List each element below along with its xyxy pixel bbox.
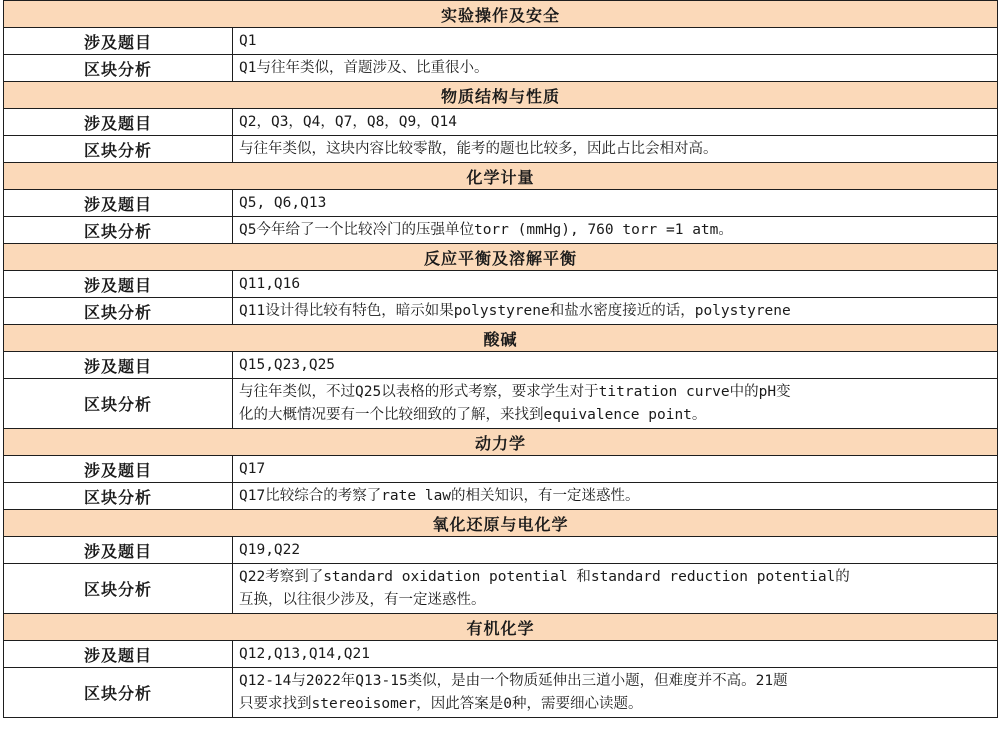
analysis-label: 区块分析 xyxy=(4,55,233,82)
analysis-value: 与往年类似，这块内容比较零散，能考的题也比较多，因此占比会相对高。 xyxy=(233,136,998,163)
section-header-row xyxy=(4,429,998,456)
section-header-row xyxy=(4,1,998,28)
section-title: 氧化还原与电化学 xyxy=(4,510,998,537)
topics-value: Q2，Q3，Q4，Q7，Q8，Q9，Q14 xyxy=(233,109,998,136)
topics-label: 涉及题目 xyxy=(4,190,233,217)
section-header-row xyxy=(4,82,998,109)
analysis-label: 区块分析 xyxy=(4,217,233,244)
analysis-value: 与往年类似，不过Q25以表格的形式考察，要求学生对于titration curve中的pH变 化的大概情况要有一个比较细致的了解，来找到equivalence point。 xyxy=(233,379,998,429)
topics-row xyxy=(4,271,998,298)
analysis-value: Q22考察到了standard oxidation potential 和standard reduction potential的 互换，以往很少涉及，有一定迷惑性。 xyxy=(233,564,998,614)
topics-row xyxy=(4,190,998,217)
topics-label: 涉及题目 xyxy=(4,641,233,668)
topics-label: 涉及题目 xyxy=(4,109,233,136)
analysis-row xyxy=(4,379,998,429)
topics-value: Q1 xyxy=(233,28,998,55)
section-title: 有机化学 xyxy=(4,614,998,641)
section-title: 动力学 xyxy=(4,429,998,456)
topics-row xyxy=(4,641,998,668)
topics-row xyxy=(4,456,998,483)
topics-row xyxy=(4,352,998,379)
analysis-value: Q11设计得比较有特色，暗示如果polystyrene和盐水密度接近的话，polystyrene xyxy=(233,298,998,325)
analysis-label: 区块分析 xyxy=(4,379,233,429)
section-title: 物质结构与性质 xyxy=(4,82,998,109)
section-title: 反应平衡及溶解平衡 xyxy=(4,244,998,271)
topics-value: Q15,Q23,Q25 xyxy=(233,352,998,379)
analysis-value: Q5今年给了一个比较冷门的压强单位torr (mmHg), 760 torr =1 atm。 xyxy=(233,217,998,244)
section-header-row xyxy=(4,614,998,641)
topics-label: 涉及题目 xyxy=(4,537,233,564)
topics-label: 涉及题目 xyxy=(4,456,233,483)
analysis-row xyxy=(4,217,998,244)
analysis-label: 区块分析 xyxy=(4,298,233,325)
analysis-label: 区块分析 xyxy=(4,136,233,163)
topics-label: 涉及题目 xyxy=(4,28,233,55)
analysis-value: Q17比较综合的考察了rate law的相关知识，有一定迷惑性。 xyxy=(233,483,998,510)
section-title: 化学计量 xyxy=(4,163,998,190)
analysis-value: Q1与往年类似，首题涉及、比重很小。 xyxy=(233,55,998,82)
section-title: 酸碱 xyxy=(4,325,998,352)
section-title: 实验操作及安全 xyxy=(4,1,998,28)
section-header-row xyxy=(4,163,998,190)
analysis-row xyxy=(4,298,998,325)
analysis-value: Q12-14与2022年Q13-15类似，是由一个物质延伸出三道小题，但难度并不高。21题 只要求找到stereoisomer，因此答案是0种，需要细心读题。 xyxy=(233,668,998,718)
topics-label: 涉及题目 xyxy=(4,352,233,379)
exam-analysis-table xyxy=(3,0,998,718)
analysis-label: 区块分析 xyxy=(4,483,233,510)
topics-row xyxy=(4,28,998,55)
topics-value: Q5, Q6,Q13 xyxy=(233,190,998,217)
topics-value: Q11,Q16 xyxy=(233,271,998,298)
section-header-row xyxy=(4,244,998,271)
analysis-row xyxy=(4,668,998,718)
analysis-row xyxy=(4,483,998,510)
section-header-row xyxy=(4,325,998,352)
analysis-label: 区块分析 xyxy=(4,668,233,718)
topics-label: 涉及题目 xyxy=(4,271,233,298)
analysis-row xyxy=(4,136,998,163)
analysis-row xyxy=(4,564,998,614)
topics-value: Q12,Q13,Q14,Q21 xyxy=(233,641,998,668)
section-header-row xyxy=(4,510,998,537)
topics-row xyxy=(4,109,998,136)
topics-row xyxy=(4,537,998,564)
analysis-row xyxy=(4,55,998,82)
analysis-label: 区块分析 xyxy=(4,564,233,614)
topics-value: Q17 xyxy=(233,456,998,483)
topics-value: Q19,Q22 xyxy=(233,537,998,564)
